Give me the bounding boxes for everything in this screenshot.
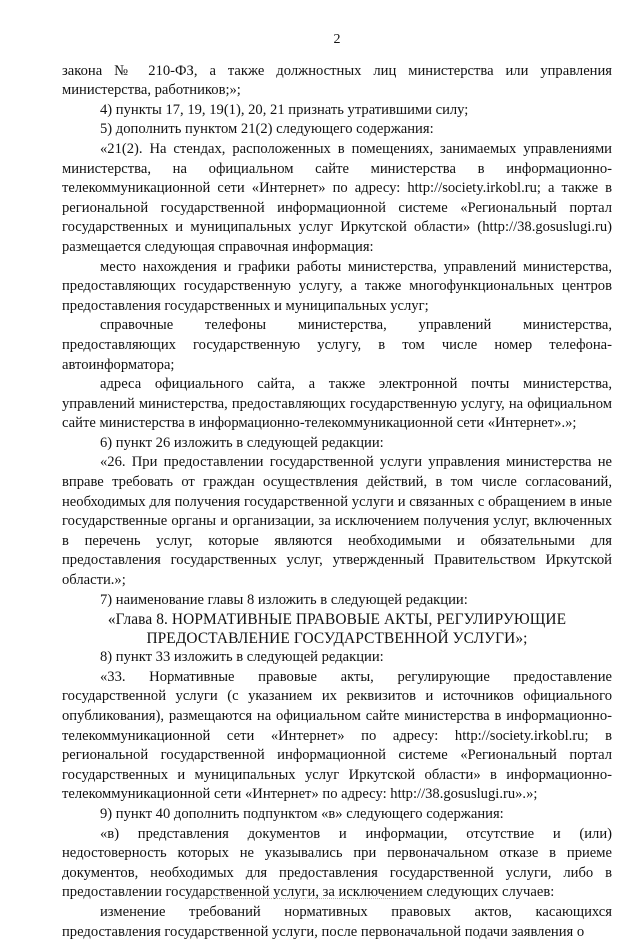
paragraph: 4) пункты 17, 19, 19(1), 20, 21 признать утратившими силу; bbox=[100, 101, 469, 118]
paragraph: 9) пункт 40 дополнить подпунктом «в» следующего содержания: bbox=[100, 805, 504, 822]
paragraph: «26. При предоставлении государственной услуги управления министерства не вправе требовать от граждан осуществления действий, в том числе согласований, необходимых для получения государственной услуги и связанных с обращением в иные государственные органы и организации, за исключением получения услуг, включенных в перечень услуг, которые являются необходимыми и обязательными для предоставления государственных услуг, утвержденный Правительством Иркутской области.»; bbox=[62, 454, 612, 589]
page-bottom-divider bbox=[200, 898, 410, 899]
paragraph: адреса официального сайта, а также электронной почты министерства, управлений министерства, предоставляющих государственную услугу, на официальном сайте министерства в информационно-телекоммуникационной сети «Интернет».»; bbox=[62, 376, 612, 432]
paragraph: справочные телефоны министерства, управлений министерства, предоставляющих государственную услугу, в том числе номер телефона-автоинформатора; bbox=[62, 317, 612, 373]
chapter-heading-line-2: ПРЕДОСТАВЛЕНИЕ ГОСУДАРСТВЕННОЙ УСЛУГИ»; bbox=[146, 630, 528, 648]
chapter-heading-line-1: «Глава 8. НОРМАТИВНЫЕ ПРАВОВЫЕ АКТЫ, РЕГУЛИРУЮЩИЕ bbox=[107, 611, 567, 629]
paragraph: «21(2). На стендах, расположенных в помещениях, занимаемых управлениями министерства, на официальном сайте министерства в информационно-телекоммуникационной сети «Интернет» по адресу: http://society.irkobl.ru; а также в региональной государственной информационной системе «Региональный портал государственных и муниципальных услуг Иркутской области» (http://38.gosuslugi.ru) размещается следующая справочная информация: bbox=[62, 140, 612, 255]
paragraph: «33. Нормативные правовые акты, регулирующие предоставление государственной услуги (с указанием их реквизитов и источников официального опубликования), размещаются на официальном сайте министерства в информационно-телекоммуникационной сети «Интернет» по адресу: http://society.irkobl.ru; в региональной государственной информационной системе «Региональный портал государственных и муниципальных услуг Иркутской области» в информационно-телекоммуникационной сети «Интернет» по адресу: http://38.gosuslugi.ru».»; bbox=[62, 668, 612, 803]
paragraph: 5) дополнить пунктом 21(2) следующего содержания: bbox=[100, 121, 434, 138]
paragraph: изменение требований нормативных правовых актов, касающихся предоставления государственной услуги, после первоначальной подачи заявления о bbox=[62, 903, 612, 940]
body-text-before bbox=[62, 62, 612, 611]
paragraph: 8) пункт 33 изложить в следующей редакции: bbox=[100, 649, 384, 666]
chapter-heading bbox=[62, 610, 612, 648]
paragraph: «в) представления документов и информации, отсутствие и (или) недостоверность которых не указывались при первоначальном отказе в приеме документов, необходимых для предоставления государственной услуги, либо в предоставлении государственной услуги, за исключением следующих случаев: bbox=[62, 825, 612, 901]
paragraph: 6) пункт 26 изложить в следующей редакции: bbox=[100, 434, 384, 451]
paragraph: закона № 210-ФЗ, а также должностных лиц министерства или управления министерства, работников;»; bbox=[62, 62, 612, 99]
paragraph: 7) наименование главы 8 изложить в следующей редакции: bbox=[100, 591, 468, 608]
page-number: 2 bbox=[333, 32, 341, 47]
paragraph: место нахождения и графики работы министерства, управлений министерства, предоставляющих государственную услугу, а также многофункциональных центров предоставления государственных и муниципальных услуг; bbox=[62, 258, 612, 314]
